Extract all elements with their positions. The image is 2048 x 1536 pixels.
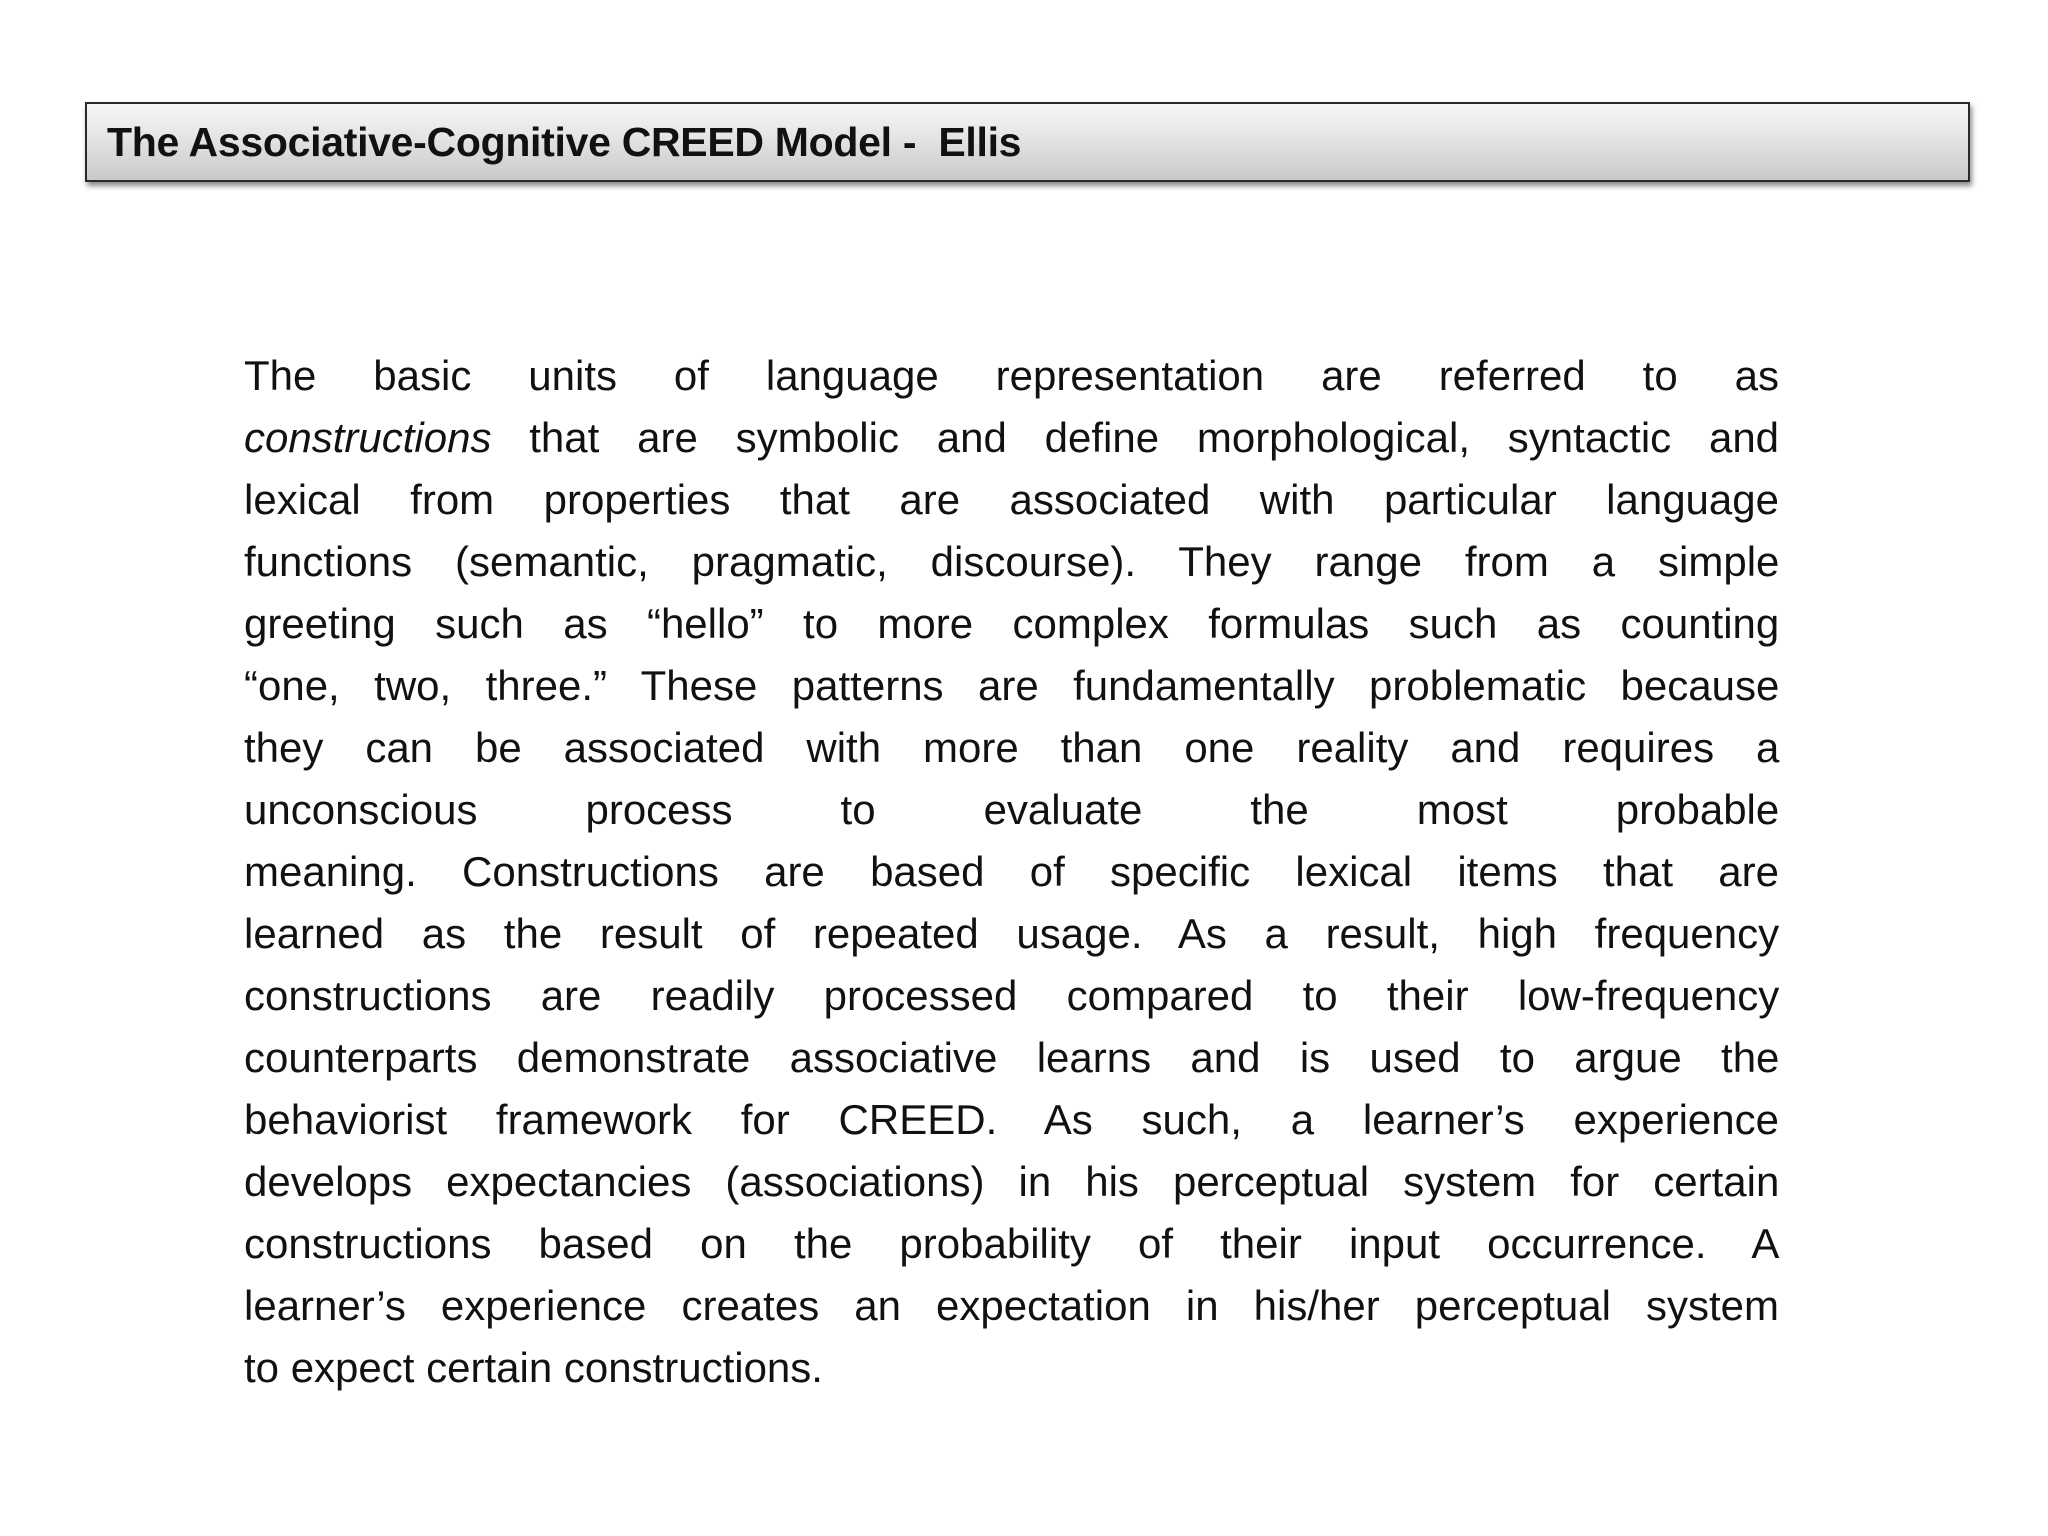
body-line xyxy=(244,655,1779,717)
body-line-text: The basic units of language representation are referred to as xyxy=(244,352,1779,399)
body-paragraph xyxy=(244,345,1779,1399)
emphasized-term: constructions xyxy=(244,414,492,461)
body-line-text: meaning. Constructions are based of specific lexical items that are xyxy=(244,848,1779,895)
body-line xyxy=(244,531,1779,593)
body-line-text: counterparts demonstrate associative learns and is used to argue the xyxy=(244,1034,1780,1081)
body-line-text: learner’s experience creates an expectation in his/her perceptual system xyxy=(244,1282,1779,1329)
body-line-text: greeting such as “hello” to more complex formulas such as counting xyxy=(244,600,1780,647)
body-line xyxy=(244,1089,1779,1151)
title-bar xyxy=(85,102,1970,182)
body-line xyxy=(244,841,1779,903)
body-line xyxy=(244,1151,1779,1213)
body-line xyxy=(244,717,1779,779)
body-line-text: functions (semantic, pragmatic, discourse). They range from a simple xyxy=(244,538,1780,585)
body-line-text: constructions are readily processed compared to their low-frequency xyxy=(244,972,1780,1019)
body-line-text: that are symbolic and define morphological, syntactic and xyxy=(491,414,1780,461)
body-line xyxy=(244,1337,1779,1399)
body-line-text: “one, two, three.” These patterns are fundamentally problematic because xyxy=(244,662,1780,709)
body-line xyxy=(244,1275,1779,1337)
body-line-text: to expect certain constructions. xyxy=(244,1344,823,1391)
body-line-text: learned as the result of repeated usage. As a result, high frequency xyxy=(244,910,1780,957)
body-line xyxy=(244,1027,1779,1089)
body-line xyxy=(244,345,1779,407)
body-line xyxy=(244,407,1779,469)
body-line-text: constructions based on the probability of their input occurrence. A xyxy=(244,1220,1780,1267)
body-line-text: behaviorist framework for CREED. As such, a learner’s experience xyxy=(244,1096,1779,1143)
body-line-text: lexical from properties that are associated with particular language xyxy=(244,476,1779,523)
body-line xyxy=(244,593,1779,655)
body-line-text: develops expectancies (associations) in his perceptual system for certain xyxy=(244,1158,1780,1205)
body-line xyxy=(244,779,1779,841)
body-line xyxy=(244,1213,1779,1275)
body-line xyxy=(244,965,1779,1027)
body-line-text: they can be associated with more than one reality and requires a xyxy=(244,724,1780,771)
body-line xyxy=(244,903,1779,965)
body-line xyxy=(244,469,1779,531)
body-line-text: unconscious process to evaluate the most probable xyxy=(244,786,1780,833)
slide-title: The Associative-Cognitive CREED Model - Ellis xyxy=(107,118,1022,165)
